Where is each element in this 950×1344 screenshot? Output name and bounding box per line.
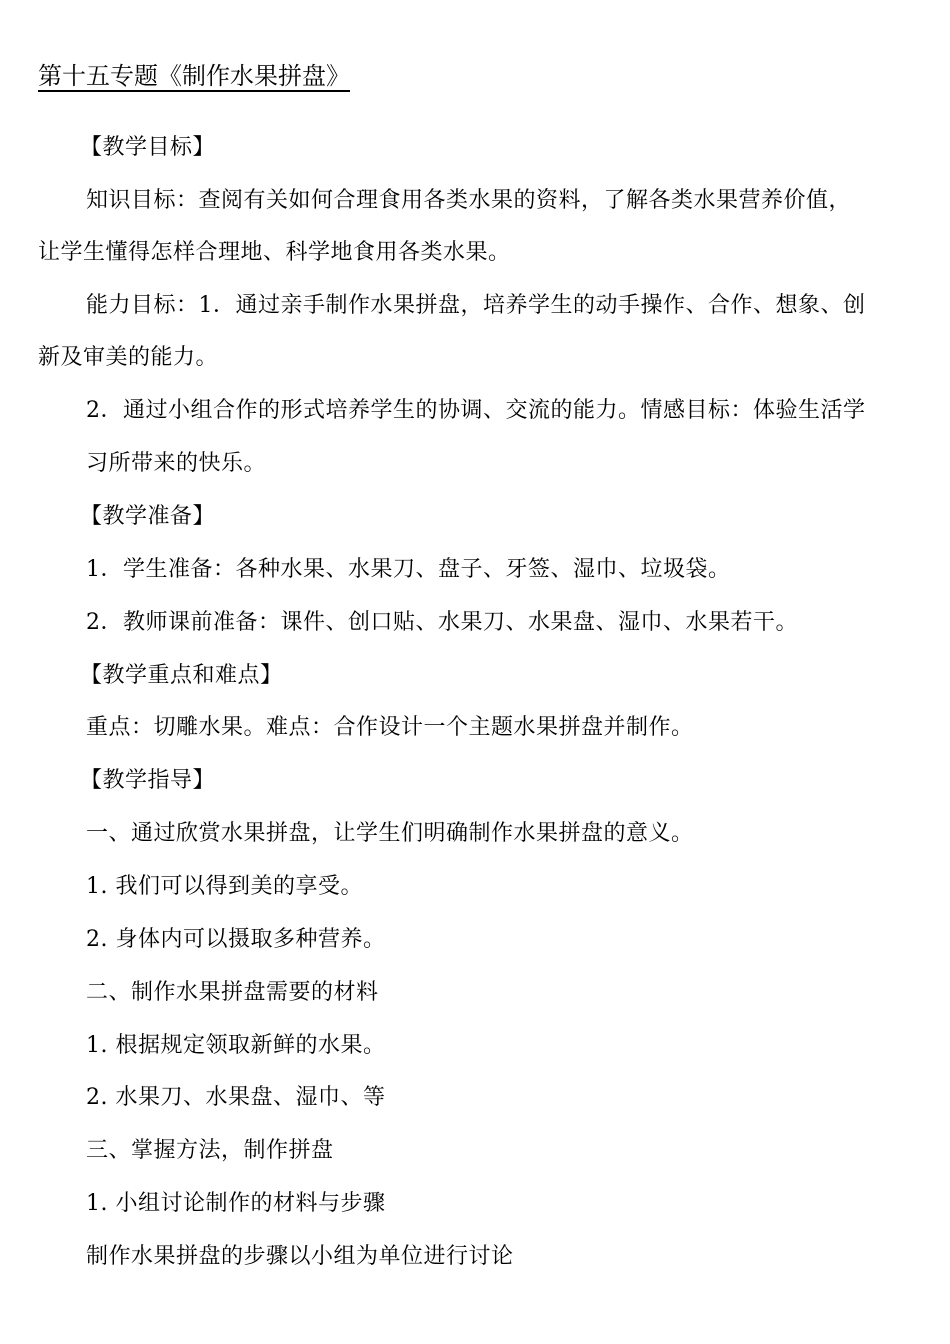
paragraph-line: 习所带来的快乐。 — [86, 451, 267, 476]
paragraph-line: 三、掌握方法，制作拼盘 — [86, 1138, 334, 1163]
list-item: 2. 水果刀、水果盘、湿巾、等 — [86, 1085, 386, 1110]
list-item: 2. 身体内可以摄取多种营养。 — [86, 927, 386, 952]
section-heading-guidance: 【教学指导】 — [80, 768, 216, 793]
paragraph-line: 2．通过小组合作的形式培养学生的协调、交流的能力。情感目标：体验生活学 — [86, 398, 866, 423]
paragraph-line: 重点：切雕水果。难点：合作设计一个主题水果拼盘并制作。 — [86, 715, 694, 740]
paragraph-line: 让学生懂得怎样合理地、科学地食用各类水果。 — [38, 240, 511, 265]
list-item: 1. 我们可以得到美的享受。 — [86, 874, 363, 899]
paragraph-line: 制作水果拼盘的步骤以小组为单位进行讨论 — [86, 1244, 514, 1269]
paragraph-line: 1．学生准备：各种水果、水果刀、盘子、牙签、湿巾、垃圾袋。 — [86, 557, 731, 582]
section-heading-key-points: 【教学重点和难点】 — [80, 663, 283, 688]
section-heading-objectives: 【教学目标】 — [80, 135, 216, 160]
paragraph-line: 新及审美的能力。 — [38, 345, 219, 370]
paragraph-line: 知识目标：查阅有关如何合理食用各类水果的资料，了解各类水果营养价值， — [86, 188, 852, 213]
paragraph-line: 二、制作水果拼盘需要的材料 — [86, 980, 379, 1005]
paragraph-line: 2．教师课前准备：课件、创口贴、水果刀、水果盘、湿巾、水果若干。 — [86, 610, 798, 635]
list-item: 1. 根据规定领取新鲜的水果。 — [86, 1033, 386, 1058]
list-item: 1. 小组讨论制作的材料与步骤 — [86, 1191, 386, 1216]
paragraph-line: 能力目标：1．通过亲手制作水果拼盘，培养学生的动手操作、合作、想象、创 — [86, 293, 866, 318]
document-title: 第十五专题《制作水果拼盘》 — [38, 62, 350, 90]
section-heading-preparation: 【教学准备】 — [80, 504, 216, 529]
paragraph-line: 一、通过欣赏水果拼盘，让学生们明确制作水果拼盘的意义。 — [86, 821, 694, 846]
